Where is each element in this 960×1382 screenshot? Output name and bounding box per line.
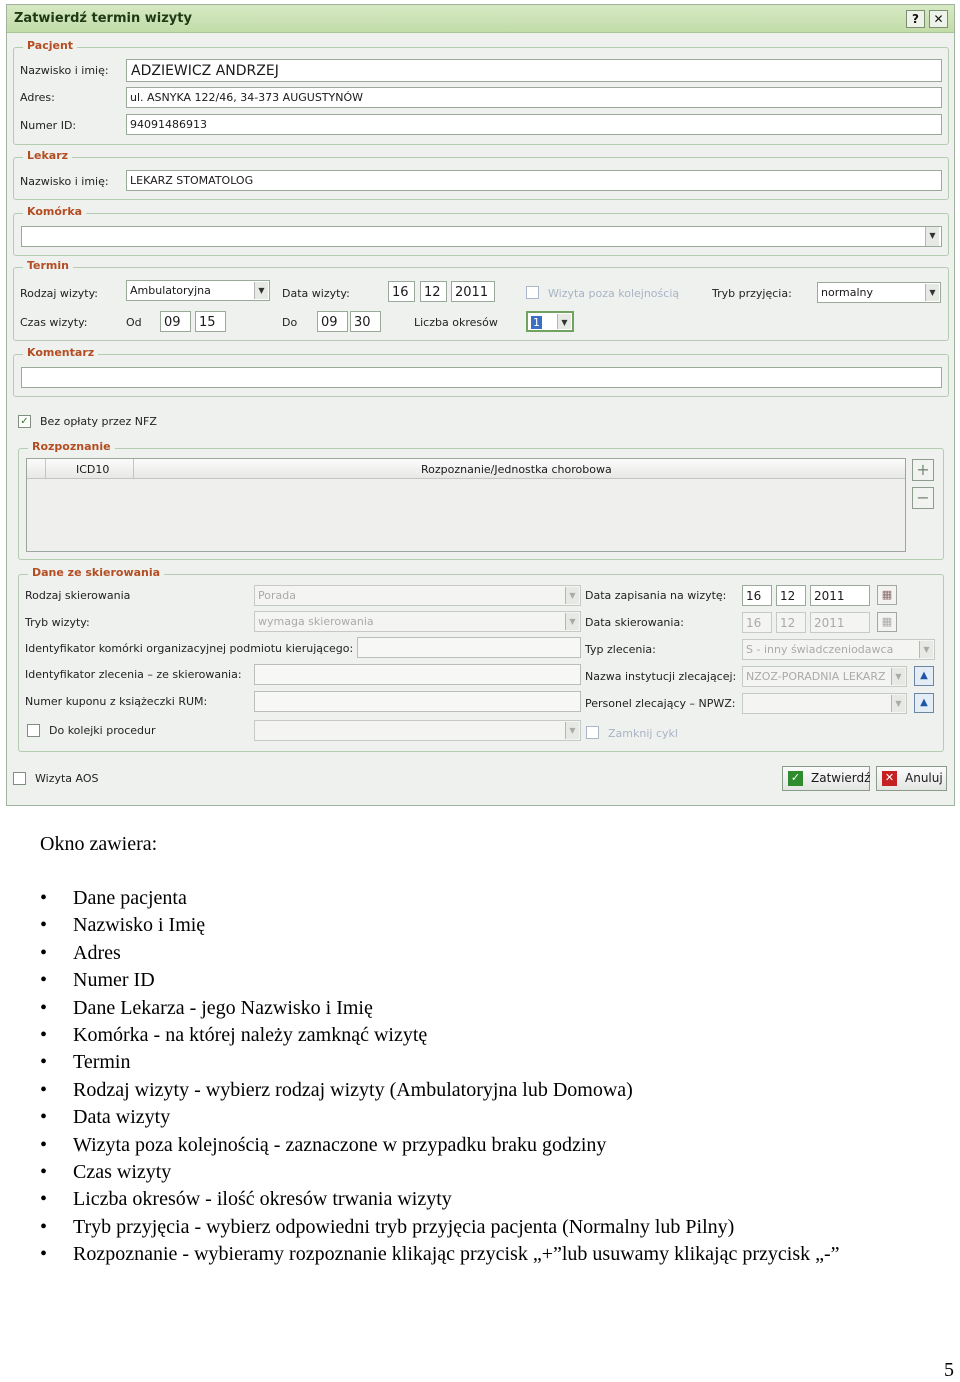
- visit-type-label: Rodzaj wizyty:: [20, 287, 98, 300]
- confirm-button-label: Zatwierdź: [811, 771, 871, 785]
- list-item: • Rodzaj wizyty - wybierz rodzaj wizyty (Ambulatoryjna lub Domowa): [73, 1077, 840, 1104]
- out-of-order-checkbox[interactable]: [526, 286, 539, 299]
- diagnosis-column-name[interactable]: Rozpoznanie/Jednostka chorobowa: [421, 463, 612, 476]
- order-identifier-field[interactable]: [254, 664, 581, 685]
- visit-type-value: Ambulatoryjna: [130, 284, 211, 297]
- registration-date-label: Data zapisania na wizytę:: [585, 589, 727, 602]
- visit-time-label: Czas wizyty:: [20, 316, 88, 329]
- referral-date-year[interactable]: 2011: [810, 612, 870, 633]
- referral-type-arrow-icon: ▼: [565, 587, 579, 604]
- coupon-number-field[interactable]: [254, 691, 581, 712]
- procedure-queue-select[interactable]: [254, 720, 581, 741]
- visit-date-year[interactable]: 2011: [451, 281, 495, 302]
- registration-date-day[interactable]: 16: [742, 585, 772, 606]
- list-item: • Dane Lekarza - jego Nazwisko i Imię: [73, 995, 840, 1022]
- referral-mode-value: wymaga skierowania: [258, 615, 374, 628]
- order-type-value: S - inny świadczeniodawca: [746, 643, 894, 656]
- row-selector-header: [26, 459, 46, 478]
- referral-mode-arrow-icon: ▼: [565, 613, 579, 630]
- order-type-select[interactable]: [742, 639, 935, 660]
- referral-date-day[interactable]: 16: [742, 612, 772, 633]
- doctor-name-label: Nazwisko i imię:: [20, 175, 109, 188]
- column-divider: [133, 459, 134, 478]
- coupon-number-label: Numer kuponu z książeczki RUM:: [25, 695, 208, 708]
- diagnosis-table[interactable]: [26, 458, 906, 552]
- periods-count-select[interactable]: [526, 311, 574, 332]
- list-item: • Rozpoznanie - wybieramy rozpoznanie klikając przycisk „+”lub usuwamy klikając przycisk „-”: [73, 1241, 840, 1268]
- close-cycle-checkbox[interactable]: [586, 726, 599, 739]
- patient-id-field[interactable]: 94091486913: [126, 114, 942, 135]
- diagnosis-add-button[interactable]: +: [912, 459, 934, 481]
- aos-visit-checkbox[interactable]: [13, 772, 26, 785]
- referral-type-label: Rodzaj skierowania: [25, 589, 131, 602]
- order-identifier-label: Identyfikator zlecenia – ze skierowania:: [25, 668, 242, 681]
- dialog-window: [6, 4, 955, 806]
- referral-date-label: Data skierowania:: [585, 616, 684, 629]
- list-item: • Termin: [73, 1049, 840, 1076]
- aos-visit-label: Wizyta AOS: [35, 772, 99, 785]
- list-item: • Wizyta poza kolejnością - zaznaczone w przypadku braku godziny: [73, 1132, 840, 1159]
- ordering-institution-arrow-icon: ▼: [891, 668, 905, 685]
- select-institution-icon[interactable]: ▲: [914, 666, 934, 686]
- time-to-hour[interactable]: 09: [317, 311, 348, 332]
- close-button[interactable]: ✕: [929, 10, 948, 28]
- list-item: • Nazwisko i Imię: [73, 912, 840, 939]
- referral-type-value: Porada: [258, 589, 296, 602]
- unit-identifier-field[interactable]: [357, 637, 581, 658]
- list-item: • Liczba okresów - ilość okresów trwania wizyty: [73, 1186, 840, 1213]
- comment-field[interactable]: [21, 367, 942, 388]
- diagnosis-legend: Rozpoznanie: [28, 440, 115, 453]
- referral-date-month[interactable]: 12: [776, 612, 806, 633]
- confirm-button[interactable]: [782, 766, 870, 791]
- page-number: 5: [944, 1359, 954, 1381]
- ordering-staff-select[interactable]: [742, 693, 907, 714]
- time-to-minute[interactable]: 30: [350, 311, 381, 332]
- unit-select[interactable]: [21, 226, 942, 247]
- procedure-queue-checkbox[interactable]: [27, 724, 40, 737]
- appointment-section: [13, 259, 949, 341]
- patient-id-label: Numer ID:: [20, 119, 77, 132]
- cancel-button-label: Anuluj: [905, 771, 943, 785]
- order-type-arrow-icon: ▼: [919, 641, 933, 658]
- list-item: • Data wizyty: [73, 1104, 840, 1131]
- unit-dropdown-arrow-icon[interactable]: ▼: [925, 227, 939, 246]
- ordering-institution-select[interactable]: [742, 666, 907, 687]
- patient-address-field[interactable]: ul. ASNYKA 122/46, 34-373 AUGUSTYNÓW: [126, 87, 942, 108]
- calendar-icon[interactable]: ▦: [877, 585, 897, 605]
- admission-mode-value: normalny: [821, 286, 874, 299]
- periods-count-label: Liczba okresów: [414, 316, 498, 329]
- select-staff-icon[interactable]: ▲: [914, 693, 934, 713]
- time-to-label: Do: [282, 316, 298, 329]
- list-item: • Tryb przyjęcia - wybierz odpowiedni tryb przyjęcia pacjenta (Normalny lub Pilny): [73, 1214, 840, 1241]
- patient-address-label: Adres:: [20, 91, 55, 104]
- patient-name-field[interactable]: ADZIEWICZ ANDRZEJ: [126, 59, 942, 82]
- diagnosis-column-icd10[interactable]: ICD10: [76, 463, 110, 476]
- help-button[interactable]: ?: [906, 10, 925, 28]
- calendar-icon[interactable]: ▦: [877, 612, 897, 632]
- list-item: • Komórka - na której należy zamknąć wizytę: [73, 1022, 840, 1049]
- visit-date-day[interactable]: 16: [388, 281, 415, 302]
- time-from-minute[interactable]: 15: [195, 311, 226, 332]
- admission-mode-arrow-icon: ▼: [925, 284, 939, 301]
- admission-mode-label: Tryb przyjęcia:: [712, 287, 792, 300]
- comment-legend: Komentarz: [23, 346, 98, 359]
- diagnosis-header-row: [27, 459, 905, 479]
- procedure-queue-arrow-icon: ▼: [565, 722, 579, 739]
- procedure-queue-label: Do kolejki procedur: [49, 724, 156, 737]
- periods-count-arrow-icon: ▼: [557, 314, 571, 329]
- registration-date-year[interactable]: 2011: [810, 585, 870, 606]
- nfz-label: Bez opłaty przez NFZ: [40, 415, 157, 428]
- diagnosis-remove-button[interactable]: −: [912, 487, 934, 509]
- title-bar: [7, 5, 954, 33]
- referral-mode-label: Tryb wizyty:: [25, 616, 90, 629]
- registration-date-month[interactable]: 12: [776, 585, 806, 606]
- list-item: • Dane pacjenta: [73, 885, 840, 912]
- referral-type-select[interactable]: [254, 585, 581, 606]
- list-item: • Czas wizyty: [73, 1159, 840, 1186]
- list-item: • Adres: [73, 940, 840, 967]
- patient-name-label: Nazwisko i imię:: [20, 64, 109, 77]
- visit-type-arrow-icon: ▼: [254, 282, 268, 299]
- ordering-institution-value: NZOZ-PORADNIA LEKARZ: [746, 670, 886, 683]
- periods-count-value: 1: [533, 316, 540, 329]
- cancel-button[interactable]: [876, 766, 947, 791]
- visit-type-select[interactable]: [126, 280, 270, 301]
- doctor-legend: Lekarz: [23, 149, 72, 162]
- appointment-legend: Termin: [23, 259, 73, 272]
- checkmark-icon: ✓: [788, 771, 803, 786]
- order-type-label: Typ zlecenia:: [585, 643, 656, 656]
- doctor-name-field[interactable]: LEKARZ STOMATOLOG: [126, 170, 942, 191]
- nfz-checkbox[interactable]: ✓: [18, 415, 31, 428]
- visit-date-month[interactable]: 12: [420, 281, 447, 302]
- doc-intro: Okno zawiera:: [40, 833, 158, 855]
- cross-icon: ✕: [882, 771, 897, 786]
- list-item: • Numer ID: [73, 967, 840, 994]
- out-of-order-label: Wizyta poza kolejnością: [548, 287, 680, 300]
- time-from-hour[interactable]: 09: [160, 311, 191, 332]
- doc-bullet-list: [73, 885, 840, 1268]
- ordering-staff-label: Personel zlecający – NPWZ:: [585, 697, 736, 710]
- referral-legend: Dane ze skierowania: [28, 566, 164, 579]
- time-from-label: Od: [126, 316, 142, 329]
- referral-mode-select[interactable]: [254, 611, 581, 632]
- patient-legend: Pacjent: [23, 39, 77, 52]
- ordering-institution-label: Nazwa instytucji zlecającej:: [585, 670, 737, 683]
- ordering-staff-arrow-icon: ▼: [891, 695, 905, 712]
- admission-mode-select[interactable]: [817, 282, 941, 303]
- unit-identifier-label: Identyfikator komórki organizacyjnej podmiotu kierującego:: [25, 642, 354, 655]
- unit-legend: Komórka: [23, 205, 86, 218]
- visit-date-label: Data wizyty:: [282, 287, 350, 300]
- window-title: Zatwierdź termin wizyty: [14, 11, 192, 26]
- close-cycle-label: Zamknij cykl: [608, 727, 678, 740]
